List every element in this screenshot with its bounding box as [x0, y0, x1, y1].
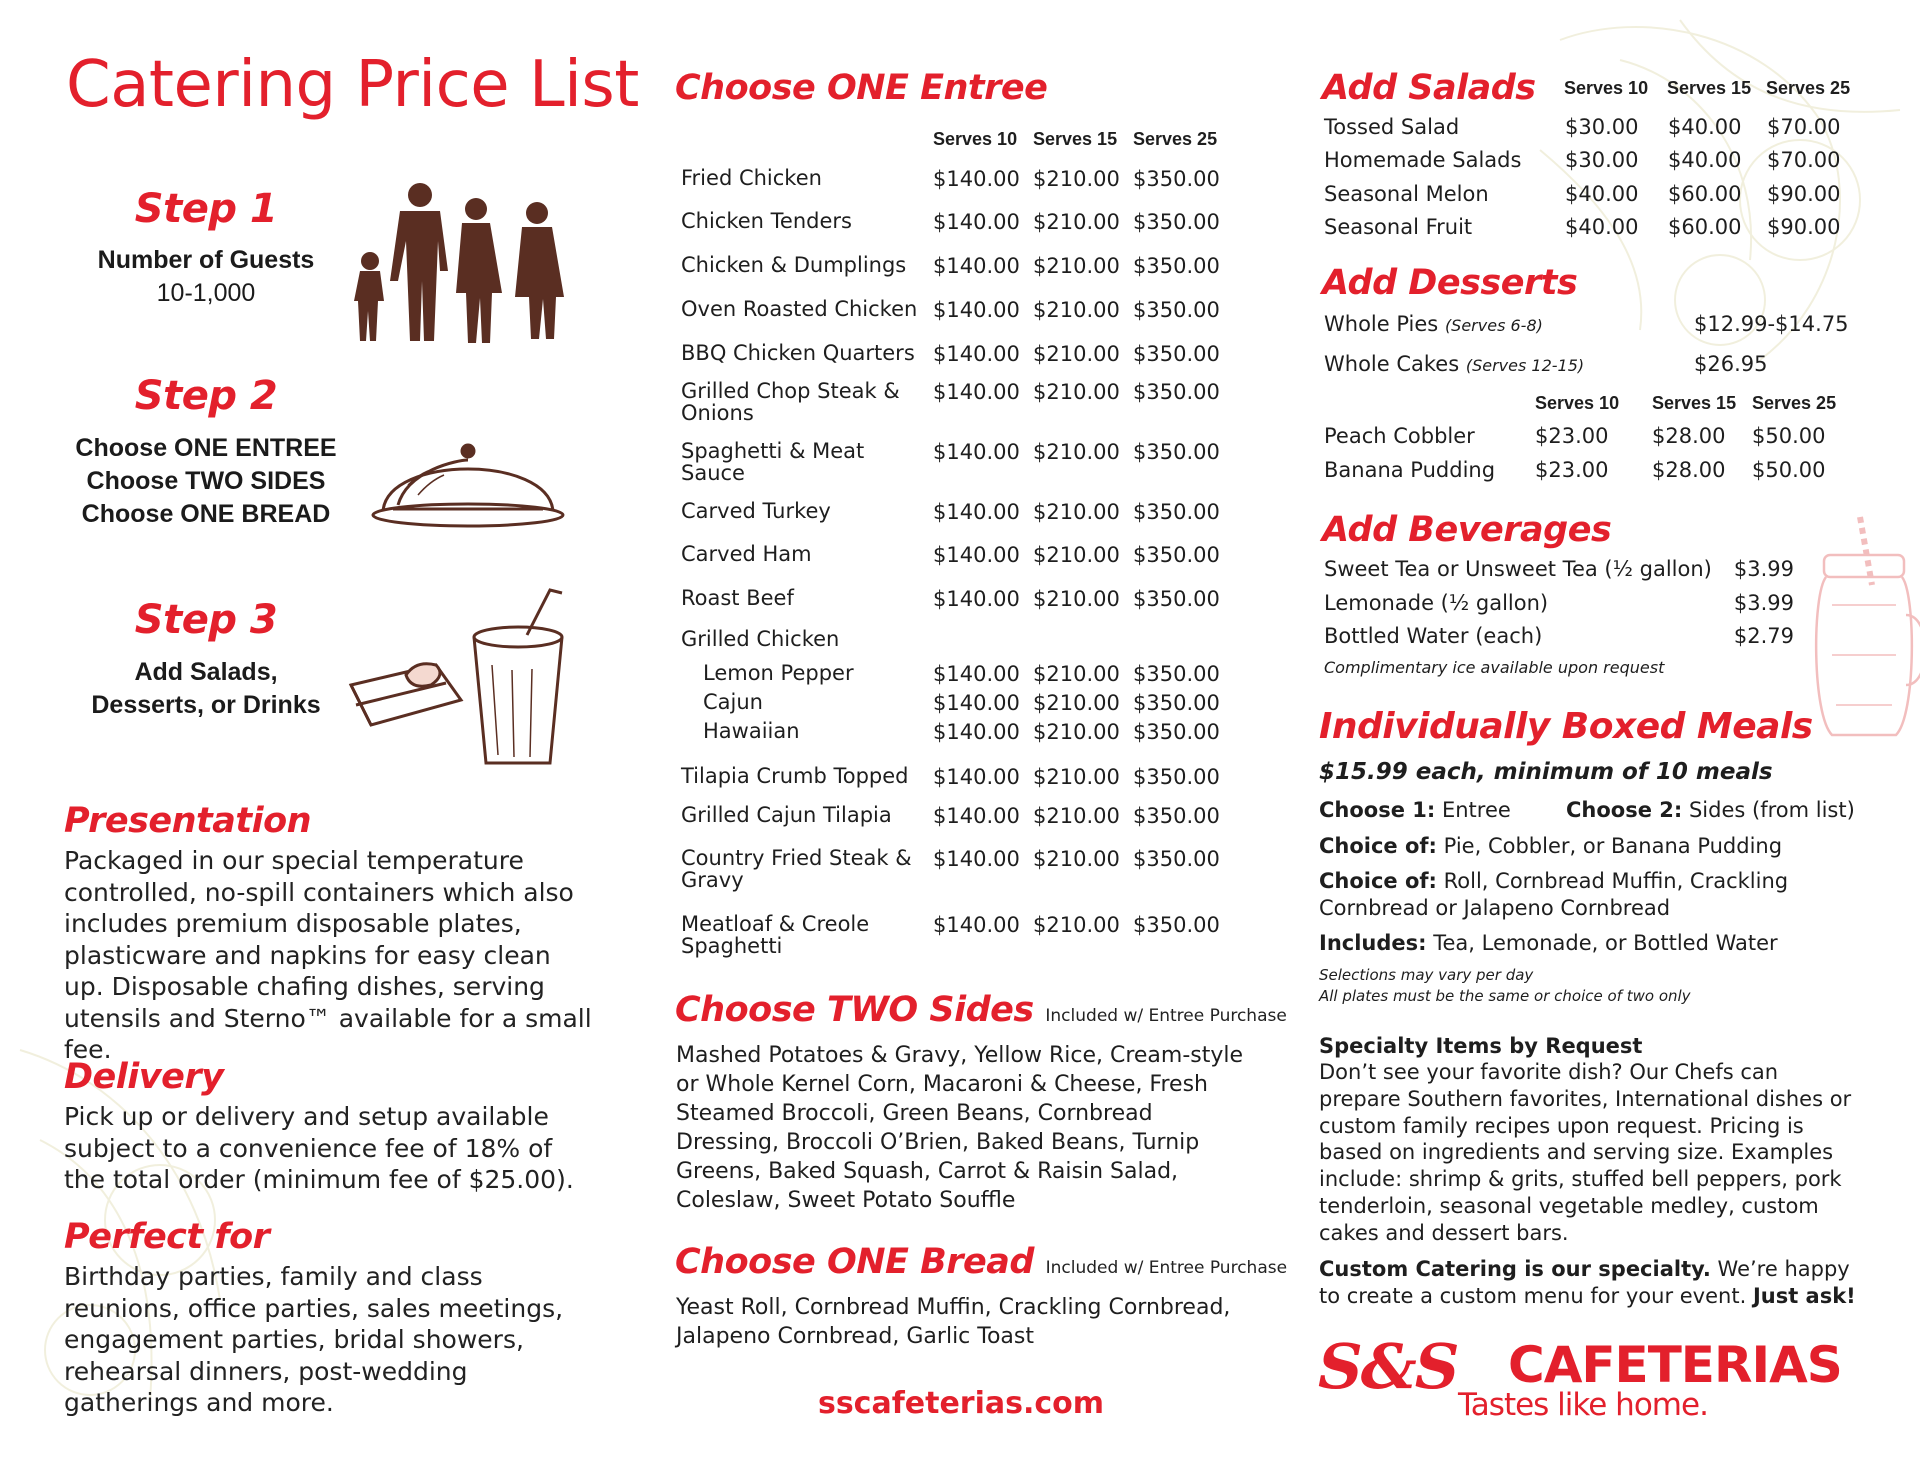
- desserts-col-head: Serves 10: [1535, 393, 1620, 413]
- entree-price: $140.00: [933, 380, 1020, 404]
- entree-price: $350.00: [1133, 500, 1220, 524]
- entree-price: $350.00: [1133, 913, 1220, 937]
- salads-col-head: Serves 15: [1667, 78, 1752, 98]
- boxed-price: $15.99 each, minimum of 10 meals: [1319, 759, 1773, 785]
- desserts-price: $23.00: [1535, 458, 1609, 482]
- entree-price: $210.00: [1033, 765, 1120, 789]
- entree-name: Hawaiian: [703, 719, 800, 743]
- step-1-detail: 10-1,000: [156, 279, 256, 307]
- desserts-price: $50.00: [1752, 424, 1826, 448]
- step-1-title: Step 1: [134, 186, 278, 232]
- custom-bold: Custom Catering is our specialty.: [1319, 1257, 1711, 1281]
- entree-price: $350.00: [1133, 587, 1220, 611]
- pie-slice-icon: [346, 645, 466, 735]
- salads-row: [1324, 115, 1884, 141]
- boxed-label: Choose 1:: [1319, 798, 1436, 822]
- salads-price: $40.00: [1668, 115, 1742, 139]
- delivery-heading: Delivery: [64, 1057, 224, 1097]
- entree-price: $350.00: [1133, 342, 1220, 366]
- step-2-text: [66, 432, 346, 531]
- beverage-row: [1324, 624, 1794, 650]
- dessert-price: $12.99-$14.75: [1694, 312, 1849, 336]
- entree-price: $140.00: [933, 342, 1020, 366]
- boxed-label: Choose 2:: [1566, 798, 1683, 822]
- drink-cup-icon: [472, 585, 582, 770]
- step-1-line: Number of Guests: [97, 246, 315, 274]
- entree-price: $350.00: [1133, 167, 1220, 191]
- family-silhouette-icon: [352, 183, 568, 343]
- boxed-choice-1: [1319, 833, 1879, 860]
- specialty-text: Don’t see your favorite dish? Our Chefs can prepare Southern favorites, International dishes or custom family recipes upon request. Pricing is based on ingredients and serving size. Examples include: shrimp & grits, stuffed bell peppers, pork tenderloin, seasonal vegetable medley, custom cakes and dessert bars.: [1319, 1060, 1852, 1245]
- beverage-price: $3.99: [1733, 591, 1794, 615]
- entree-price: $210.00: [1033, 210, 1120, 234]
- desserts-price: $50.00: [1752, 458, 1826, 482]
- entree-price: $350.00: [1133, 804, 1220, 828]
- entree-price: $350.00: [1133, 254, 1220, 278]
- brand-name: CAFETERIAS: [1508, 1336, 1842, 1394]
- entree-price: $140.00: [933, 543, 1020, 567]
- entree-price: $140.00: [933, 210, 1020, 234]
- entree-name: Grilled Chicken: [681, 627, 840, 651]
- step-2-line: Choose TWO SIDES: [86, 467, 326, 495]
- boxed-label: Choice of:: [1319, 869, 1437, 893]
- boxed-note-2: All plates must be the same or choice of two only: [1319, 987, 1691, 1005]
- salads-heading: Add Salads: [1322, 68, 1536, 108]
- beverage-name: Bottled Water (each): [1324, 624, 1543, 648]
- sides-note: Included w/ Entree Purchase: [1045, 1006, 1287, 1026]
- entree-price: $210.00: [1033, 587, 1120, 611]
- beverage-name: Sweet Tea or Unsweet Tea (½ gallon): [1324, 557, 1712, 581]
- entree-price: $350.00: [1133, 691, 1220, 715]
- desserts-item-name: Peach Cobbler: [1324, 424, 1475, 448]
- desserts-col-head: Serves 15: [1652, 393, 1737, 413]
- brand-tagline: Tastes like home.: [1458, 1387, 1708, 1423]
- entree-price: $140.00: [933, 587, 1020, 611]
- salads-item-name: Homemade Salads: [1324, 148, 1522, 172]
- entree-price: $210.00: [1033, 913, 1120, 937]
- step-2-line: Choose ONE ENTREE: [75, 434, 337, 462]
- perfect-for-text: Birthday parties, family and class reunions, office parties, sales meetings, engagement parties, bridal showers, rehearsal dinners, post-wedding gatherings and more.: [64, 1262, 564, 1417]
- entree-price: $210.00: [1033, 167, 1120, 191]
- salads-price: $30.00: [1565, 115, 1639, 139]
- boxed-choose-2: [1566, 797, 1855, 824]
- dessert-serves: (Serves 6-8): [1444, 316, 1543, 335]
- brand-logo: S&S: [1318, 1330, 1458, 1403]
- salads-item-name: Seasonal Melon: [1324, 182, 1489, 206]
- entree-name: Grilled Cajun Tilapia: [681, 803, 892, 827]
- entree-price: $210.00: [1033, 543, 1120, 567]
- salads-row: [1324, 148, 1884, 174]
- salads-col-head: Serves 10: [1564, 78, 1649, 98]
- delivery-text: Pick up or delivery and setup available subject to a convenience fee of 18% of the total order (minimum fee of $25.00).: [64, 1102, 574, 1194]
- dessert-name: [1324, 352, 1584, 376]
- serving-cloche-icon: [368, 425, 568, 530]
- entree-price: $140.00: [933, 691, 1020, 715]
- entree-price: $140.00: [933, 500, 1020, 524]
- entree-name: Carved Ham: [681, 542, 812, 566]
- sides-text: Mashed Potatoes & Gravy, Yellow Rice, Cream-style or Whole Kernel Corn, Macaroni & Cheese, Fresh Steamed Broccoli, Green Beans, Cornbread Dressing, Broccoli O’Brien, Baked Beans, Turnip Greens, Baked Squash, Carrot & Raisin Salad, Coleslaw, Sweet Potato Souffle: [676, 1043, 1244, 1213]
- boxed-value: Roll, Cornbread Muffin, Crackling Cornbread or Jalapeno Cornbread: [1319, 869, 1789, 920]
- custom-end: Just ask!: [1752, 1283, 1856, 1308]
- entree-price: $350.00: [1133, 765, 1220, 789]
- beverage-price: $2.79: [1733, 624, 1794, 648]
- salads-price: $60.00: [1668, 215, 1742, 239]
- bread-heading: Choose ONE Bread: [675, 1242, 1034, 1282]
- step-3-line: Add Salads,: [134, 658, 278, 686]
- entree-col-head: Serves 25: [1133, 129, 1218, 149]
- dessert-name: [1324, 312, 1543, 336]
- boxed-label: Choice of:: [1319, 834, 1437, 858]
- beverage-row: [1324, 557, 1794, 583]
- entree-price: $210.00: [1033, 847, 1120, 871]
- bread-text: Yeast Roll, Cornbread Muffin, Crackling Cornbread, Jalapeno Cornbread, Garlic Toast: [676, 1295, 1231, 1349]
- entree-name: Tilapia Crumb Topped: [681, 764, 909, 788]
- entree-heading: Choose ONE Entree: [675, 68, 1048, 108]
- step-3-title: Step 3: [134, 597, 278, 643]
- entree-price: $210.00: [1033, 380, 1120, 404]
- dessert-whole-row: [1324, 352, 1844, 378]
- boxed-choose-1: [1319, 797, 1511, 824]
- entree-name: Spaghetti & Meat Sauce: [681, 439, 865, 485]
- salads-item-name: Tossed Salad: [1324, 115, 1460, 139]
- entree-name: Lemon Pepper: [703, 661, 854, 685]
- mason-jar-icon: [1812, 515, 1920, 745]
- dessert-price: $26.95: [1694, 352, 1768, 376]
- custom-text: We’re happy to create a custom menu for your event.: [1319, 1257, 1850, 1308]
- desserts-price: $23.00: [1535, 424, 1609, 448]
- beverage-name: Lemonade (½ gallon): [1324, 591, 1549, 615]
- desserts-price: $28.00: [1652, 424, 1726, 448]
- step-3-text: [66, 656, 346, 722]
- entree-col-head: Serves 10: [933, 129, 1018, 149]
- entree-price: $210.00: [1033, 440, 1120, 464]
- entree-name: Grilled Chop Steak & Onions: [681, 379, 900, 425]
- entree-price: $140.00: [933, 720, 1020, 744]
- salads-price: $90.00: [1767, 182, 1841, 206]
- entree-price: $140.00: [933, 254, 1020, 278]
- entree-name: Carved Turkey: [681, 499, 831, 523]
- step-2-title: Step 2: [134, 373, 278, 419]
- dessert-name-text: Whole Pies: [1324, 312, 1439, 336]
- dessert-whole-row: [1324, 312, 1849, 338]
- desserts-price: $28.00: [1652, 458, 1726, 482]
- specialty-heading: Specialty Items by Request: [1319, 1034, 1643, 1058]
- entree-price: $210.00: [1033, 500, 1120, 524]
- salads-row: [1324, 215, 1884, 241]
- entree-price: $140.00: [933, 847, 1020, 871]
- dessert-serves: (Serves 12-15): [1465, 356, 1585, 375]
- entree-price: $210.00: [1033, 691, 1120, 715]
- entree-name: Fried Chicken: [681, 166, 822, 190]
- entree-price: $140.00: [933, 913, 1020, 937]
- beverage-price: $3.99: [1733, 557, 1794, 581]
- desserts-col-head: Serves 25: [1752, 393, 1837, 413]
- bread-note: Included w/ Entree Purchase: [1045, 1258, 1288, 1278]
- step-1-text: [66, 244, 346, 310]
- entree-price: $350.00: [1133, 298, 1220, 322]
- desserts-row: [1324, 458, 1884, 484]
- entree-price: $140.00: [933, 662, 1020, 686]
- salads-price: $90.00: [1767, 215, 1841, 239]
- entree-price: $210.00: [1033, 662, 1120, 686]
- entree-col-head: Serves 15: [1033, 129, 1118, 149]
- entree-name: Chicken & Dumplings: [681, 253, 907, 277]
- entree-price: $210.00: [1033, 804, 1120, 828]
- desserts-row: [1324, 424, 1884, 450]
- boxed-value: Sides (from list): [1688, 798, 1855, 822]
- salads-item-name: Seasonal Fruit: [1324, 215, 1473, 239]
- entree-price: $140.00: [933, 167, 1020, 191]
- salads-price: $70.00: [1767, 148, 1841, 172]
- entree-price: $350.00: [1133, 720, 1220, 744]
- beverages-heading: Add Beverages: [1322, 510, 1612, 550]
- entree-name: Meatloaf & Creole Spaghetti: [681, 912, 870, 958]
- entree-price: $350.00: [1133, 440, 1220, 464]
- page-title: Catering Price List: [66, 48, 639, 122]
- entree-price: $350.00: [1133, 662, 1220, 686]
- boxed-choice-2: [1319, 868, 1879, 922]
- entree-name: Oven Roasted Chicken: [681, 297, 918, 321]
- entree-price: $140.00: [933, 298, 1020, 322]
- salads-price: $60.00: [1668, 182, 1742, 206]
- entree-price: $210.00: [1033, 342, 1120, 366]
- presentation-heading: Presentation: [64, 801, 312, 841]
- perfect-for-heading: Perfect for: [64, 1217, 270, 1257]
- bread-heading-wrap: [675, 1242, 1287, 1282]
- beverages-note: Complimentary ice available upon request: [1324, 658, 1665, 677]
- website-link[interactable]: sscafeterias.com: [817, 1386, 1105, 1421]
- salads-price: $40.00: [1565, 182, 1639, 206]
- boxed-label: Includes:: [1319, 931, 1427, 955]
- entree-name: Roast Beef: [681, 586, 794, 610]
- desserts-heading: Add Desserts: [1322, 263, 1578, 303]
- entree-price: $350.00: [1133, 543, 1220, 567]
- step-2-line: Choose ONE BREAD: [81, 500, 331, 528]
- boxed-value: Pie, Cobbler, or Banana Pudding: [1443, 834, 1783, 858]
- salads-price: $30.00: [1565, 148, 1639, 172]
- entree-price: $350.00: [1133, 380, 1220, 404]
- salads-row: [1324, 182, 1884, 208]
- boxed-value: Tea, Lemonade, or Bottled Water: [1433, 931, 1778, 955]
- entree-name: Country Fried Steak & Gravy: [681, 846, 912, 892]
- entree-name: Chicken Tenders: [681, 209, 852, 233]
- dessert-name-text: Whole Cakes: [1324, 352, 1460, 376]
- salads-price: $40.00: [1565, 215, 1639, 239]
- boxed-heading: Individually Boxed Meals: [1319, 706, 1813, 747]
- custom-catering: [1319, 1256, 1859, 1310]
- desserts-item-name: Banana Pudding: [1324, 458, 1496, 482]
- salads-col-head: Serves 25: [1766, 78, 1851, 98]
- boxed-note-1: Selections may vary per day: [1319, 966, 1534, 984]
- entree-price: $350.00: [1133, 847, 1220, 871]
- entree-price: $140.00: [933, 440, 1020, 464]
- entree-name: Cajun: [703, 690, 763, 714]
- salads-price: $40.00: [1668, 148, 1742, 172]
- step-3-line: Desserts, or Drinks: [91, 691, 321, 719]
- boxed-includes: [1319, 930, 1879, 957]
- presentation-text: Packaged in our special temperature controlled, no-spill containers which also includes premium disposable plates, plasticware and napkins for easy clean up. Disposable chafing dishes, serving utensils and Sterno™ available for a small fee.: [64, 846, 592, 1064]
- entree-price: $140.00: [933, 804, 1020, 828]
- entree-price: $210.00: [1033, 720, 1120, 744]
- entree-price: $350.00: [1133, 210, 1220, 234]
- entree-price: $140.00: [933, 765, 1020, 789]
- beverage-row: [1324, 591, 1794, 617]
- sides-heading: Choose TWO Sides: [675, 990, 1034, 1030]
- sides-heading-wrap: [675, 990, 1287, 1030]
- boxed-value: Entree: [1441, 798, 1511, 822]
- entree-price: $210.00: [1033, 298, 1120, 322]
- salads-price: $70.00: [1767, 115, 1841, 139]
- entree-price: $210.00: [1033, 254, 1120, 278]
- entree-name: BBQ Chicken Quarters: [681, 341, 915, 365]
